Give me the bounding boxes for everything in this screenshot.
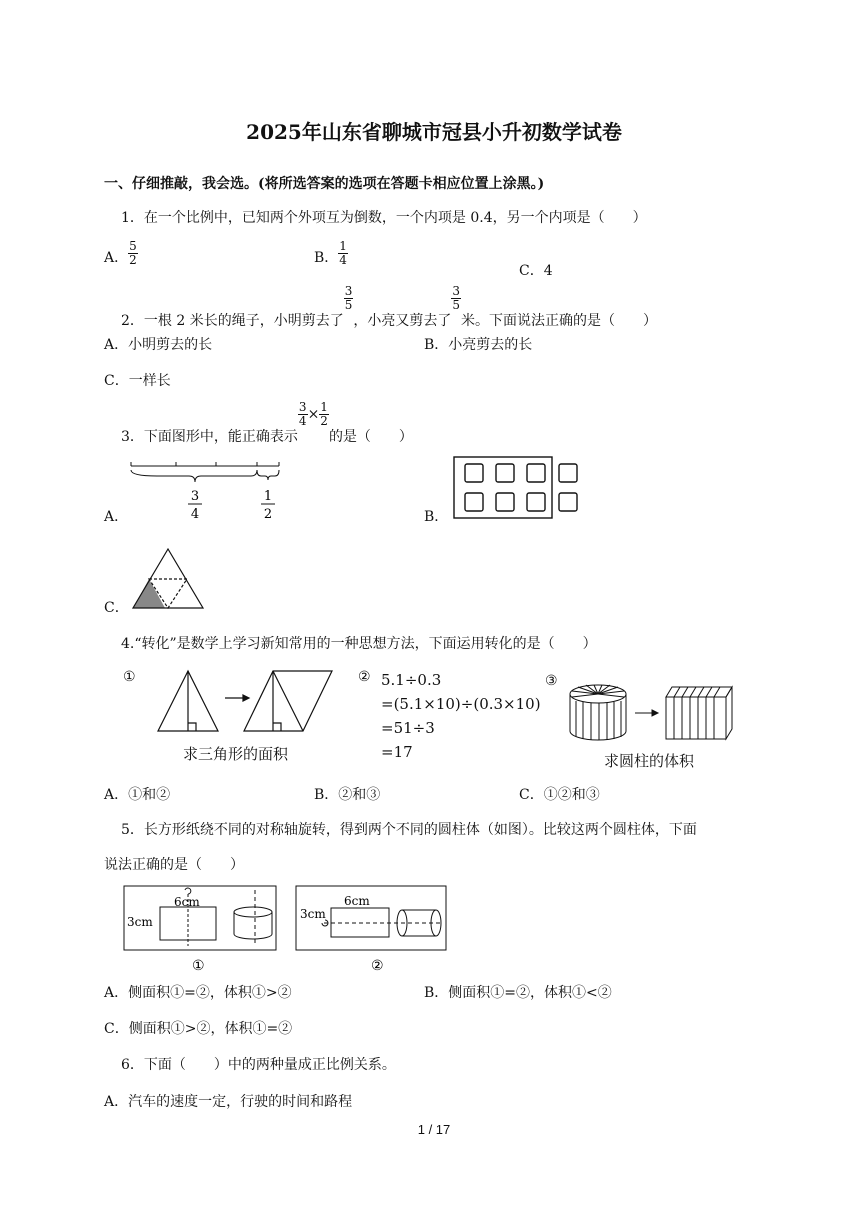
q4-option-c[interactable]: C．①②和③ <box>519 787 600 803</box>
q2-option-a[interactable]: A．小明剪去的长 <box>104 337 213 353</box>
q3-option-a[interactable]: A． <box>104 509 129 525</box>
caption-cylinder-volume: 求圆柱的体积 <box>604 752 695 770</box>
fig-a-numerator-2: 1 <box>263 489 273 504</box>
fraction: $\frac{1}{2}$ <box>320 400 328 428</box>
q5-option-a[interactable]: A．侧面积①=②，体积①>② <box>104 985 292 1001</box>
q5-fig2-height: 3cm <box>300 907 326 921</box>
q4-option-a[interactable]: A．①和② <box>104 787 171 803</box>
q5-option-c[interactable]: C．侧面积①>②，体积①=② <box>104 1021 293 1037</box>
option-label: B． <box>314 250 339 266</box>
calc-line-1: 5.1÷0.3 <box>381 671 442 689</box>
q1-option-c[interactable]: C．4 <box>519 263 553 279</box>
marker-1: ① <box>123 669 136 685</box>
calc-line-3: =51÷3 <box>381 719 435 737</box>
q2-option-b[interactable]: B．小亮剪去的长 <box>424 337 533 353</box>
q3-figure-b <box>451 455 585 521</box>
marker-2: ② <box>358 669 371 685</box>
q5-figure-1 <box>122 884 278 974</box>
q5-option-b[interactable]: B．侧面积①=②，体积①<② <box>424 985 612 1001</box>
q1-option-b[interactable] <box>314 240 348 267</box>
calc-line-4: =17 <box>381 743 413 761</box>
q5-fig1-marker: ① <box>192 958 205 974</box>
q4-figure-triangle <box>155 668 340 734</box>
section-heading: 一、仔细推敲，我会选。(将所选答案的选项在答题卡相应位置上涂黑。) <box>104 176 545 192</box>
question-2: 2．一根 2 米长的绳子，小明剪去了 $\frac{3}{5}$ ，小亮又剪去了 $\frac{3}{5}$ 米。下面说法正确的是（ ） <box>121 284 657 329</box>
fraction: $\frac{5}{2}$ <box>129 239 137 267</box>
q3-option-b[interactable]: B． <box>424 509 449 525</box>
question-4: 4.“转化”是数学上学习新知常用的一种思想方法，下面运用转化的是（ ） <box>121 636 597 652</box>
q5-fig1-height: 3cm <box>127 915 153 929</box>
question-5-line-2: 说法正确的是（ ） <box>104 857 244 873</box>
fraction: $\frac{3}{5}$ <box>452 284 460 312</box>
fig-a-denominator: 4 <box>190 507 200 522</box>
option-label: A． <box>104 250 129 266</box>
question-5-line-1: 5．长方形纸绕不同的对称轴旋转，得到两个不同的圆柱体（如图）。比较这两个圆柱体，下面 <box>121 822 697 838</box>
q5-fig2-width: 6cm <box>344 894 370 908</box>
q5-fig2-marker: ② <box>371 958 384 974</box>
q6-option-a[interactable]: A．汽车的速度一定，行驶的时间和路程 <box>104 1094 353 1110</box>
calc-line-2: =(5.1×10)÷(0.3×10) <box>381 695 541 713</box>
fraction: $\frac{3}{4}$ <box>298 400 307 428</box>
q5-figure-2 <box>294 884 450 974</box>
fig-a-denominator-2: 2 <box>263 507 273 522</box>
marker-3: ③ <box>545 673 558 689</box>
q3-figure-c <box>130 547 206 611</box>
q4-figure-cylinder <box>568 683 740 743</box>
q3-option-c[interactable]: C． <box>104 600 129 616</box>
q4-option-b[interactable]: B．②和③ <box>314 787 381 803</box>
q2-option-c[interactable]: C．一样长 <box>104 373 171 389</box>
fraction: $\frac{1}{4}$ <box>339 239 347 267</box>
fig-a-numerator: 3 <box>190 489 200 504</box>
q3-figure-a <box>127 458 287 524</box>
q1-option-a[interactable] <box>104 240 138 267</box>
caption-triangle-area: 求三角形的面积 <box>183 745 289 763</box>
q5-fig1-width: 6cm <box>174 895 200 909</box>
question-1: 1．在一个比例中，已知两个外项互为倒数，一个内项是 0.4，另一个内项是（ ） <box>121 210 647 226</box>
page-number: 1 / 17 <box>417 1122 451 1137</box>
question-6: 6．下面（ ）中的两种量成正比例关系。 <box>121 1057 396 1073</box>
page-title: 2025年山东省聊城市冠县小升初数学试卷 <box>246 120 622 144</box>
question-3: 3．下面图形中，能正确表示 $\frac{3}{4}$ × $\frac{1}{2}$ 的是（ ） <box>121 400 413 445</box>
fraction: $\frac{3}{5}$ <box>344 284 353 312</box>
